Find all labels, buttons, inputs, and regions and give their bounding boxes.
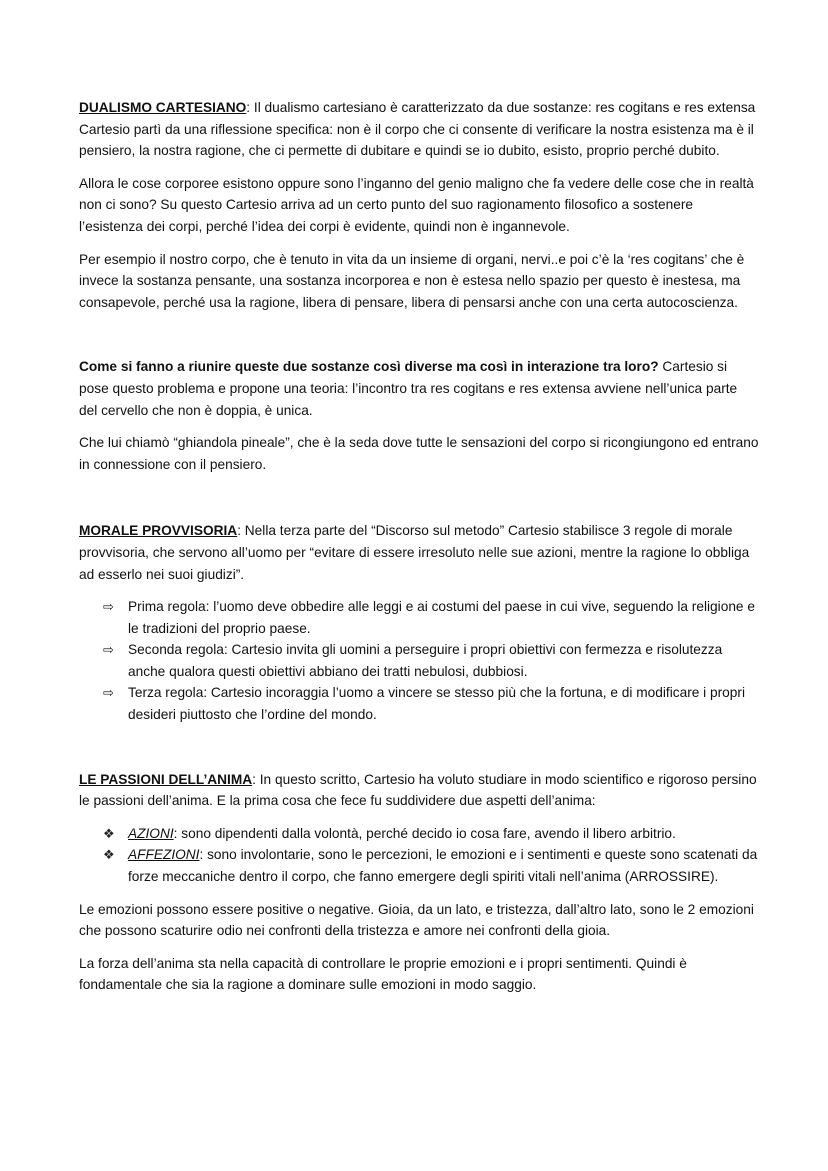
list-item-text: Seconda regola: Cartesio invita gli uomini a perseguire i propri obiettivi con fermezza e risolutezza anche qualora questi obiettivi abbiano dei tratti nebulosi, dubbiosi. — [128, 642, 723, 679]
paragraph-emozioni: Le emozioni possono essere positive o negative. Gioia, da un lato, e tristezza, dall’altro lato, sono le 2 emozioni che possono scaturire odio nei confronti della tristezza e amore nei confronti della gioia. — [79, 901, 754, 939]
diamond-bullet-icon: ❖ — [103, 825, 115, 841]
list-item — [79, 682, 759, 725]
heading-passioni-anima: LE PASSIONI DELL’ANIMA — [79, 771, 253, 787]
arrow-bullet-icon: ⇨ — [103, 599, 114, 615]
list-item-text: Prima regola: l’uomo deve obbedire alle leggi e ai costumi del paese in cui vive, seguendo la religione e le tradizioni del proprio paese. — [128, 599, 755, 636]
paragraph-morale-provvisoria — [79, 520, 759, 585]
list-item — [79, 596, 759, 639]
paragraph-interazione-sostanze — [79, 356, 759, 421]
paragraph-text: : In questo scritto, Cartesio ha voluto studiare in modo scientifico e rigoroso persino le passioni dell’anima. E la prima cosa che fece fu suddividere due aspetti dell’anima: — [79, 771, 757, 809]
term-affezioni: AFFEZIONI — [128, 847, 200, 863]
paragraph-text: : Il dualismo cartesiano è caratterizzato da due sostanze: res cogitans e res extensa Cartesio partì da una riflessione specifica: non è il corpo che ci consente di verificare la nostra esistenza ma è il pensiero, la nostra ragione, che ci permette di dubitare e quindi se io dubito, esisto, proprio perché dubito. — [79, 100, 756, 159]
paragraph-text: : Nella terza parte del “Discorso sul metodo” Cartesio stabilisce 3 regole di morale provvisoria, che servono all’uomo per “evitare di essere irresoluto nelle sue azioni, mentre la ragione lo obbliga ad esserlo nei suoi giudizi”. — [79, 523, 750, 582]
arrow-bullet-icon: ⇨ — [103, 642, 114, 658]
list-item-text: Terza regola: Cartesio incoraggia l’uomo a vincere se stesso più che la fortuna, e di modificare i propri desideri piuttosto che l’ordine del mondo. — [128, 685, 746, 723]
soul-aspects-list — [79, 823, 759, 888]
list-item — [79, 823, 759, 845]
rules-list — [79, 596, 759, 726]
paragraph-ghiandola-pineale: Che lui chiamò “ghiandola pineale”, che è la seda dove tutte le sensazioni del corpo si ricongiungono ed entrano in connessione con il pensiero. — [79, 435, 759, 472]
paragraph-text: Cartesio si pose questo problema e propone una teoria: l’incontro tra res cogitans e res extensa avviene nell’unica parte del cervello che non è doppia, è unica. — [79, 359, 738, 418]
bold-question: Come si fanno a riunire queste due sostanze così diverse ma così in interazione tra loro? — [79, 359, 659, 375]
list-item-text: : sono involontarie, sono le percezioni, le emozioni e i sentimenti e queste sono scatenati da forze meccaniche dentro il corpo, che fanno emergere degli spiriti vitali nell’anima (ARROSSIRE). — [128, 847, 758, 885]
paragraph-dualismo-intro — [79, 97, 759, 162]
document-page — [79, 97, 759, 1007]
diamond-bullet-icon: ❖ — [103, 847, 115, 863]
heading-morale-provvisoria: MORALE PROVVISORIA — [79, 523, 238, 539]
arrow-bullet-icon: ⇨ — [103, 685, 114, 701]
heading-dualismo-cartesiano: DUALISMO CARTESIANO — [79, 100, 247, 115]
paragraph-cose-corporee: Allora le cose corporee esistono oppure sono l’inganno del genio maligno che fa vedere delle cose che in realtà non ci sono? Su questo Cartesio arriva ad un certo punto del suo ragionamento filosofico a sostenere l’esistenza dei corpi, perché l’idea dei corpi è evidente, quindi non è ingannevole. — [79, 175, 754, 234]
paragraph-forza-anima: La forza dell’anima sta nella capacità di controllare le proprie emozioni e i propri sentimenti. Quindi è fondamentale che sia la ragione a dominare sulle emozioni in modo saggio. — [79, 955, 687, 993]
paragraph-res-cogitans: Per esempio il nostro corpo, che è tenuto in vita da un insieme di organi, nervi..e poi c’è la ‘res cogitans’ che è invece la sostanza pensante, una sostanza incorporea e non è estesa nello spazio per questo è inestesa, ma consapevole, perché usa la ragione, libera di pensare, libera di pensarsi anche con una certa autocoscienza. — [79, 251, 745, 310]
paragraph-passioni-anima — [79, 769, 759, 812]
list-item — [79, 844, 759, 887]
list-item-text: : sono dipendenti dalla volontà, perché decido io cosa fare, avendo il libero arbitrio. — [173, 825, 676, 841]
term-azioni: AZIONI — [128, 825, 174, 841]
list-item — [79, 639, 759, 682]
